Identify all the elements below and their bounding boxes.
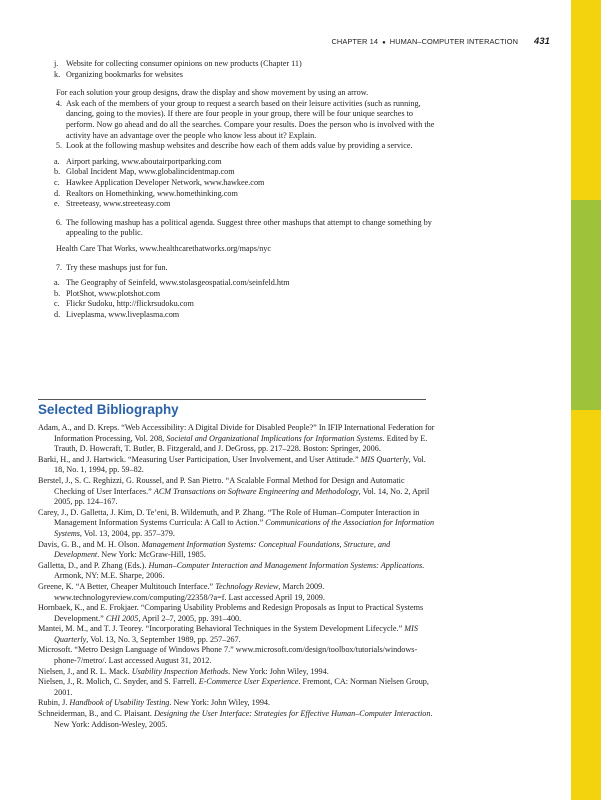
reference-entry: Berstel, J., S. C. Reghizzi, G. Roussel, and P. San Pietro. “A Scalable Formal Method for Design and Automatic Checking of User Interfaces.” ACM Transactions on Software Engineering and Methodology, Vol. 14, No. 2, April 2005, pp. 124–167.	[38, 475, 430, 507]
exercise-4: 4. Ask each of the members of your group to request a search based on their leisure activities (such as running, dancing, going to the movies). If there are four people in your group, there will be four unique searches to perform. Now go ahead and do all the searches. Compare your results. Does the person who is involved with the activity have an advantage over the people who know less about it? Explain.	[55, 98, 435, 140]
reference-entry: Adam, A., and D. Kreps. “Web Accessibility: A Digital Divide for Disabled People?” In IFIP International Federation for Information Processing, Vol. 208, Societal and Organizational Implications for Information Systems. Edited by E. Trauth, D. Howcraft, T. Butler, B. Fitzgerald, and J. DeGross, pp. 217–228. Boston: Springer, 2006.	[38, 423, 435, 454]
list-item: b. Global Incident Map, www.globalincidentmap.com	[54, 167, 235, 177]
running-header	[330, 35, 550, 46]
bibliography-list	[38, 423, 436, 730]
bibliography-heading: Selected Bibliography	[38, 402, 179, 417]
reference-entry: Nielsen, J., R. Molich, C. Snyder, and S. Farrell. E-Commerce User Experience. Fremont, CA: Norman Nielsen Group, 2001.	[38, 677, 429, 697]
reference-entry: Davis, G. B., and M. H. Olson. Management Information Systems: Conceptual Foundations, Structure, and Development. New York: McGraw-Hill, 1985.	[38, 539, 391, 560]
tab-yellow-lower	[571, 410, 601, 800]
exercise-6: 6. The following mashup has a political agenda. Suggest three other mashups that attempt to change something by appealing to the public.	[55, 217, 432, 238]
reference-entry: Schneiderman, B., and C. Plaisant. Designing the User Interface: Strategies for Effective Human–Computer Interaction. New York: Addison-Wesley, 2005.	[38, 709, 433, 729]
list-item: d. Realtors on Homethinking, www.homethinking.com	[54, 188, 238, 198]
tab-green	[571, 200, 601, 410]
reference-entry: Hornbaek, K., and E. Frokjaer. “Comparing Usability Problems and Redesign Proposals as Input to Practical Systems Development.” CHI 2005, April 2–7, 2005, pp. 391–400.	[38, 603, 424, 623]
reference-entry: Carey, J., D. Galletta, J. Kim, D. Te’eni, B. Wildemuth, and P. Zhang. “The Role of Human–Computer Interaction in Management Information Systems Curricula: A Call to Action.” Communications of the Association for Information Systems, Vol. 13, 2004, pp. 357–379.	[38, 507, 435, 538]
list-item: c. Hawkee Application Developer Network, www.hawkee.com	[54, 177, 265, 187]
list-item: a. Airport parking, www.aboutairportparking.com	[54, 156, 222, 166]
list-item: b. PlotShot, www.plotshot.com	[54, 288, 161, 298]
reference-entry: Nielsen, J., and R. L. Mack. Usability Inspection Methods. New York: John Wiley, 1994.	[38, 666, 329, 676]
chapter-tab-strip	[571, 0, 601, 800]
header-bullet: ●	[382, 40, 386, 46]
reference-entry: Mantei, M. M., and T. J. Teorey. “Incorporating Behavioral Techniques in the System Development Lifecycle.” MIS Quarterly, Vol. 13, No. 3, September 1989, pp. 257–267.	[38, 624, 418, 644]
reference-entry: Greene, K. “A Better, Cheaper Multitouch Interface.” Technology Review, March 2009. www.technologyreview.com/computing/22358/?a=f. Last accessed April 19, 2009.	[38, 581, 325, 602]
list-item: k. Organizing bookmarks for websites	[54, 69, 183, 79]
list-item: c. Flickr Sudoku, http://flickrsudoku.com	[54, 299, 194, 309]
section-divider	[38, 399, 426, 400]
reference-entry: Rubin, J. Handbook of Usability Testing. New York: John Wiley, 1994.	[38, 698, 271, 708]
header-chapter: CHAPTER 14	[331, 37, 379, 46]
exercise-7: 7. Try these mashups just for fun.	[55, 262, 168, 272]
header-title: HUMAN–COMPUTER INTERACTION	[389, 37, 519, 46]
reference-entry: Galletta, D., and P. Zhang (Eds.). Human–Computer Interaction and Management Information Systems: Applications. Armonk, NY: M.E. Sharpe, 2006.	[38, 560, 425, 581]
list-item: d. Liveplasma, www.liveplasma.com	[54, 309, 180, 319]
exercise-5: 5. Look at the following mashup websites and describe how each of them adds value by providing a service.	[55, 141, 413, 151]
page-number: 431	[534, 35, 550, 46]
reference-entry: Microsoft. “Metro Design Language of Windows Phone 7.” www.microsoft.com/design/toolbox/tutorials/windows-phone-7/metro/. Last accessed August 31, 2012.	[38, 645, 418, 666]
list-item: e. Streeteasy, www.streeteasy.com	[54, 199, 171, 209]
followup-text: For each solution your group designs, draw the display and show movement by using an arrow.	[56, 88, 369, 98]
reference-entry: Barki, H., and J. Hartwick. “Measuring User Participation, User Involvement, and User Attitude.” MIS Quarterly, Vol. 18, No. 1, 1994, pp. 59–82.	[38, 454, 426, 475]
list-item: a. The Geography of Seinfeld, www.stolasgeospatial.com/seinfeld.htm	[54, 278, 290, 288]
list-item: j. Website for collecting consumer opinions on new products (Chapter 11)	[54, 59, 302, 68]
tab-yellow	[571, 0, 601, 200]
exercise-6-example: Health Care That Works, www.healthcarethatworks.org/maps/nyc	[56, 243, 272, 253]
exercises	[38, 59, 436, 320]
